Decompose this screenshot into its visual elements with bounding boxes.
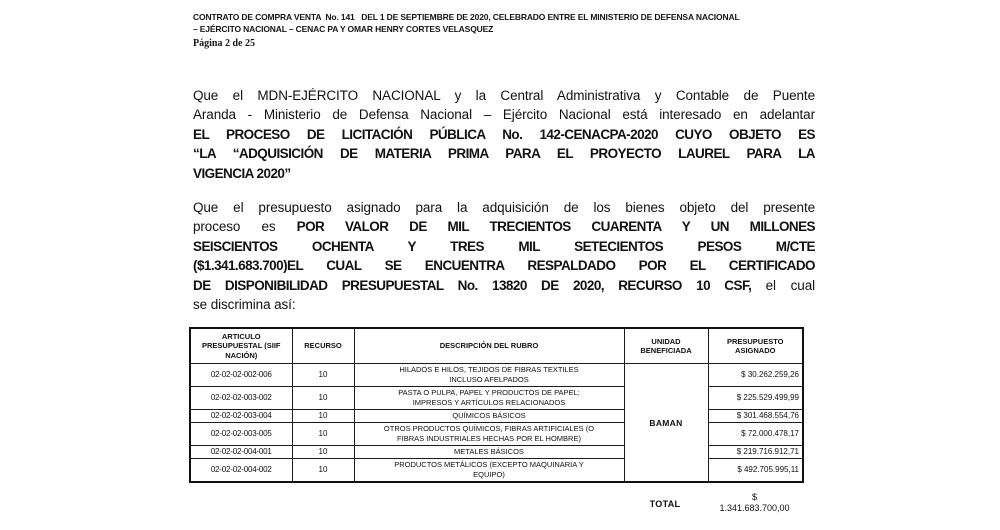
cell-unidad-beneficiada: BAMAN xyxy=(624,364,708,483)
cell-presupuesto: $ 225.529.499,99 xyxy=(708,387,803,410)
cell-presupuesto: $ 219.716.912,71 xyxy=(708,446,803,459)
paragraph-line: Aranda - Ministerio de Defensa Nacional – Ejército Nacional está interesado en adelantar xyxy=(193,107,815,123)
cell-recurso: 10 xyxy=(292,387,354,410)
table-row xyxy=(190,364,803,387)
paragraph-line: EL PROCESO DE LICITACIÓN PÚBLICA No. 142-CENACPA-2020 CUYO OBJETO ES xyxy=(193,126,815,142)
cell-recurso: 10 xyxy=(292,364,354,387)
cell-articulo: 02-02-02-004-001 xyxy=(190,446,292,459)
col-header-presupuesto-asignado: PRESUPUESTO ASIGNADO xyxy=(708,328,803,364)
cell-recurso: 10 xyxy=(292,446,354,459)
cell-recurso: 10 xyxy=(292,459,354,483)
document-header xyxy=(193,12,833,49)
cell-presupuesto: $ 72.000.478,17 xyxy=(708,423,803,446)
paragraph-line: SEISCIENTOS OCHENTA Y TRES MIL SETECIENTOS PESOS M/CTE xyxy=(193,238,815,254)
budget-breakdown-table xyxy=(189,327,804,483)
cell-descripcion: PRODUCTOS METÁLICOS (EXCEPTO MAQUINARIA Y EQUIPO) xyxy=(354,459,624,483)
paragraph-line: Que el presupuesto asignado para la adquisición de los bienes objeto del presente xyxy=(193,200,815,215)
col-header-articulo-presupuestal: ARTICULO PRESUPUESTAL (SIIF NACIÓN) xyxy=(190,328,292,364)
contract-title-line-1: CONTRATO DE COMPRA VENTA No. 141 DEL 1 DE SEPTIEMBRE DE 2020, CELEBRADO ENTRE EL MINISTERIO DE DEFENSA NACIONAL xyxy=(193,12,740,22)
table-row xyxy=(190,423,803,446)
cell-articulo: 02-02-02-003-004 xyxy=(190,410,292,423)
paragraph-line: se discrimina así: xyxy=(193,296,296,312)
cell-descripcion: QUÍMICOS BÁSICOS xyxy=(354,410,624,423)
paragraph-line: “LA “ADQUISICIÓN DE MATERIA PRIMA PARA EL PROYECTO LAUREL PARA LA xyxy=(193,146,815,162)
cell-descripcion: PASTA O PULPA, PAPEL Y PRODUCTOS DE PAPEL; IMPRESOS Y ARTÍCULOS RELACIONADOS xyxy=(354,387,624,410)
cell-presupuesto: $ 492.705.995,11 xyxy=(708,459,803,483)
total-row xyxy=(189,492,802,516)
paragraph-line: ($1.341.683.700)EL CUAL SE ENCUENTRA RESPALDADO POR EL CERTIFICADO xyxy=(193,258,815,274)
cell-articulo: 02-02-02-002-006 xyxy=(190,364,292,387)
table-row xyxy=(190,410,803,423)
total-label: TOTAL xyxy=(649,498,681,509)
cell-descripcion: METALES BÁSICOS xyxy=(354,446,624,459)
cell-articulo: 02-02-02-003-005 xyxy=(190,423,292,446)
paragraph-proceso-licitacion xyxy=(193,86,815,183)
total-value: $ 1.341.683.700,00 xyxy=(719,492,790,513)
cell-articulo: 02-02-02-004-002 xyxy=(190,459,292,483)
cell-presupuesto: $ 301.468.554,76 xyxy=(708,410,803,423)
page-number: Página 2 de 25 xyxy=(193,38,255,49)
cell-recurso: 10 xyxy=(292,423,354,446)
paragraph-line: DE DISPONIBILIDAD PRESUPUESTAL No. 13820 DE 2020, RECURSO 10 CSF, el cual xyxy=(193,277,816,293)
cell-articulo: 02-02-02-003-002 xyxy=(190,387,292,410)
paragraph-line: VIGENCIA 2020” xyxy=(193,165,291,181)
table-row xyxy=(190,459,803,483)
cell-presupuesto: $ 30.262.259,26 xyxy=(708,364,803,387)
contract-title-line-2: – EJÉRCITO NACIONAL – CENAC PA Y OMAR HENRY CORTES VELASQUEZ xyxy=(193,23,494,34)
col-header-unidad-beneficiada: UNIDAD BENEFICIADA xyxy=(624,328,708,364)
cell-descripcion: HILADOS E HILOS, TEJIDOS DE FIBRAS TEXTILES INCLUSO AFELPADOS xyxy=(354,364,624,387)
col-header-descripcion: DESCRIPCIÓN DEL RUBRO xyxy=(354,328,624,364)
paragraph-line: proceso es POR VALOR DE MIL TRECIENTOS CUARENTA Y UN MILLONES xyxy=(193,219,816,235)
col-header-recurso: RECURSO xyxy=(292,328,354,364)
paragraph-line: Que el MDN-EJÉRCITO NACIONAL y la Central Administrativa y Contable de Puente xyxy=(193,88,815,103)
table-row xyxy=(190,446,803,459)
cell-descripcion: OTROS PRODUCTOS QUÍMICOS, FIBRAS ARTIFICIALES (O FIBRAS INDUSTRIALES HECHAS POR EL HOMBRE) xyxy=(354,423,624,446)
table-row xyxy=(190,387,803,410)
paragraph-presupuesto xyxy=(193,198,815,314)
table-header-row xyxy=(190,328,803,364)
cell-recurso: 10 xyxy=(292,410,354,423)
